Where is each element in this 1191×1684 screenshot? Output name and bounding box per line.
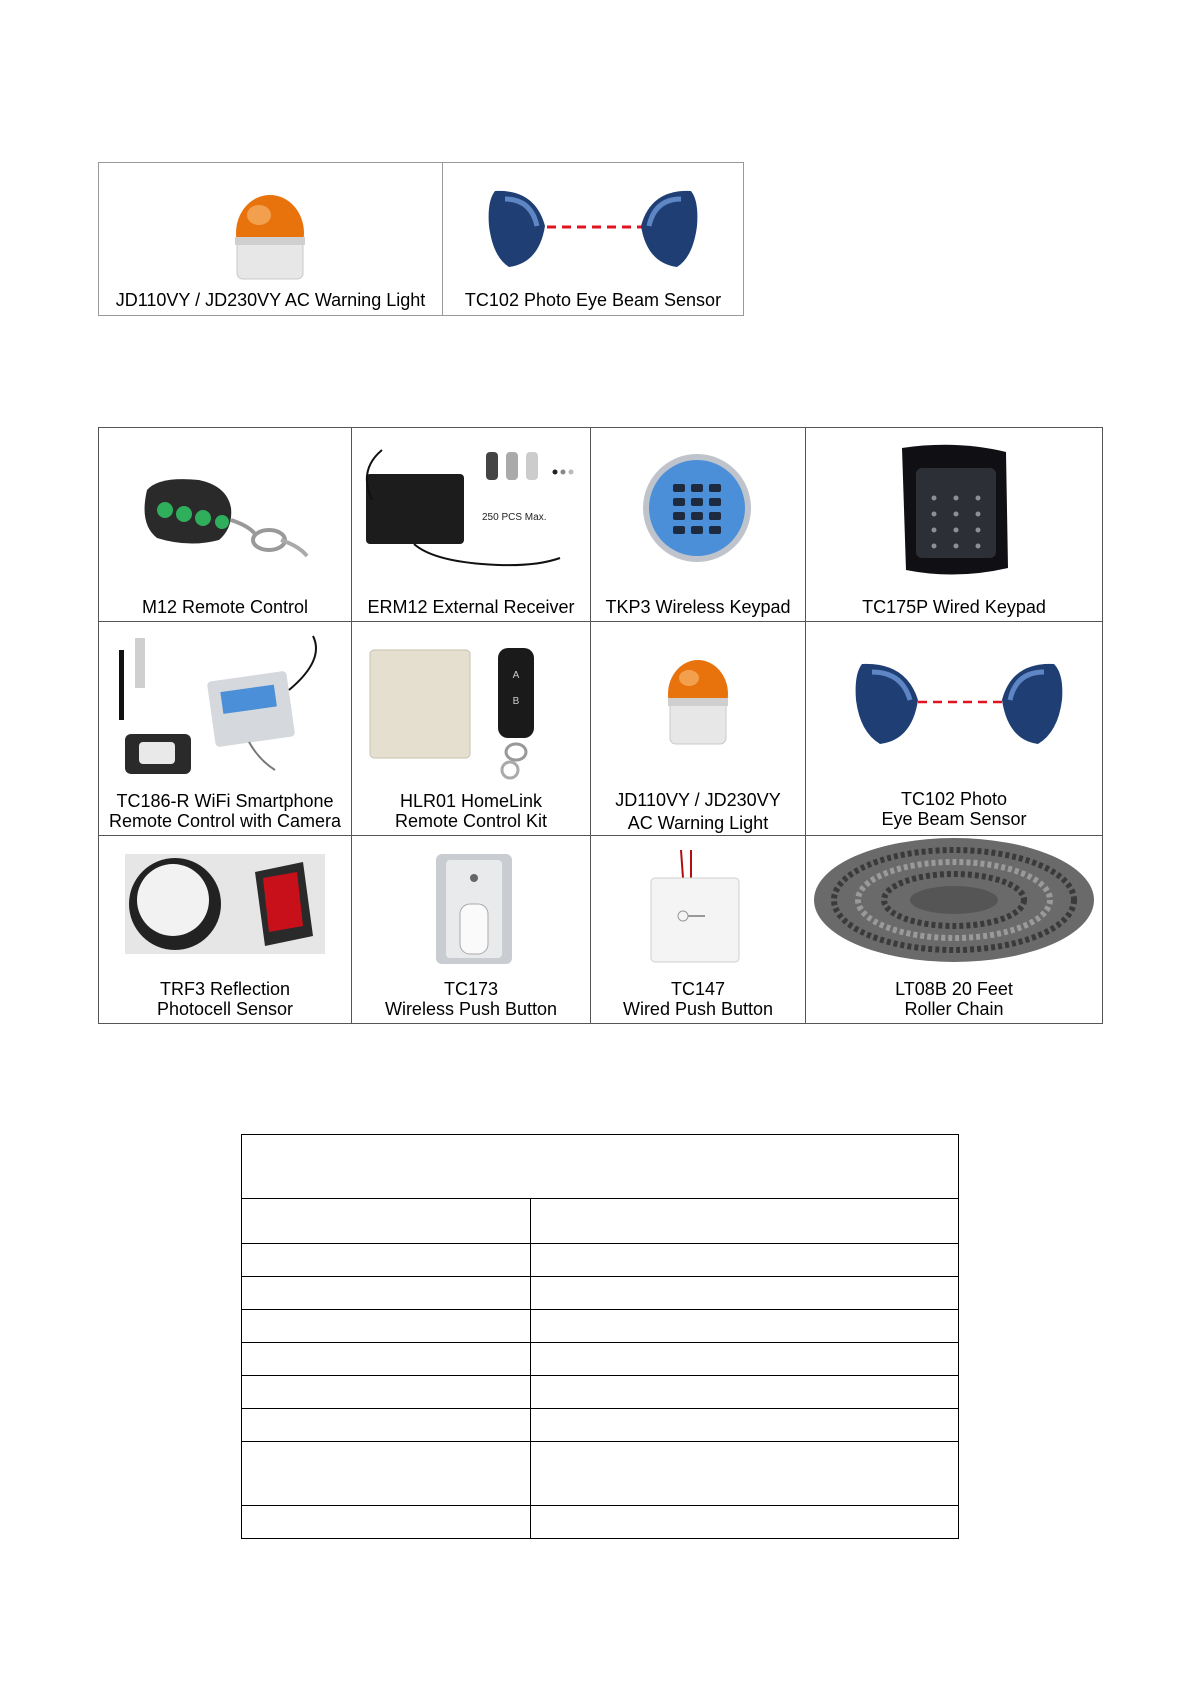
wifi-camera-icon (99, 630, 352, 780)
spec-cell (242, 1442, 531, 1506)
trf3-sensor-caption: TRF3 Reflection Photocell Sensor (156, 979, 294, 1019)
grid-cell-photo-eye-2 (806, 622, 1103, 836)
warning-light-caption: JD110VY / JD230VY AC Warning Light (115, 290, 426, 310)
roller-chain-icon (806, 838, 1103, 970)
grid-cell-trf3-sensor (99, 836, 352, 1024)
warning-light-2-caption: JD110VY / JD230VY AC Warning Light (615, 790, 781, 833)
wireless-push-button-icon (352, 852, 591, 968)
wired-push-button-icon (591, 848, 806, 968)
grid-cell-tc186r-wifi (99, 622, 352, 836)
spec-cell (242, 1409, 531, 1442)
spec-cell (531, 1506, 959, 1539)
svg-text:B: B (512, 696, 520, 707)
specification-table (241, 1134, 959, 1539)
wireless-keypad-icon (591, 446, 806, 578)
spec-cell (242, 1310, 531, 1343)
warning-light-cell (99, 163, 443, 316)
photo-eye-sensor-icon (443, 181, 743, 271)
lt08b-chain-caption: LT08B 20 Feet Roller Chain (895, 979, 1013, 1019)
grid-cell-warning-light-2 (591, 622, 806, 836)
remote-control-icon (99, 468, 352, 578)
svg-text:A: A (512, 670, 520, 681)
erm12-receiver-caption: ERM12 External Receiver (367, 597, 575, 617)
photo-eye-caption: TC102 Photo Eye Beam Sensor (464, 290, 722, 310)
grid-cell-tc173-button (352, 836, 591, 1024)
m12-remote-caption: M12 Remote Control (141, 597, 309, 617)
receiver-box-icon (352, 440, 591, 588)
spec-cell (531, 1409, 959, 1442)
photo-eye-2-caption: TC102 Photo Eye Beam Sensor (881, 789, 1027, 829)
grid-cell-erm12-receiver (352, 428, 591, 622)
warning-light-icon (591, 652, 806, 762)
grid-cell-m12-remote (99, 428, 352, 622)
spec-cell (242, 1244, 531, 1277)
tc147-button-caption: TC147 Wired Push Button (622, 979, 774, 1019)
top-accessory-table (98, 162, 744, 316)
hlr01-homelink-caption: HLR01 HomeLink Remote Control Kit (394, 791, 548, 831)
spec-cell (531, 1310, 959, 1343)
spec-cell (242, 1277, 531, 1310)
spec-cell (531, 1244, 959, 1277)
spec-cell (242, 1199, 531, 1244)
spec-cell (531, 1199, 959, 1244)
reflection-sensor-icon (99, 850, 352, 960)
grid-cell-tkp3-keypad (591, 428, 806, 622)
grid-cell-hlr01-homelink (352, 622, 591, 836)
spec-cell (531, 1442, 959, 1506)
tc175p-keypad-caption: TC175P Wired Keypad (862, 597, 1046, 617)
grid-cell-tc175p-keypad (806, 428, 1103, 622)
grid-cell-tc147-button (591, 836, 806, 1024)
photo-eye-cell (443, 163, 744, 316)
homelink-kit-icon (352, 634, 591, 784)
spec-cell (531, 1277, 959, 1310)
tc186r-wifi-caption: TC186-R WiFi Smartphone Remote Control with Camera (108, 791, 342, 831)
grid-cell-lt08b-chain (806, 836, 1103, 1024)
warning-light-icon (99, 175, 442, 283)
tkp3-keypad-caption: TKP3 Wireless Keypad (605, 597, 791, 617)
accessory-grid-table (98, 427, 1103, 1024)
spec-cell (242, 1376, 531, 1409)
spec-cell (531, 1376, 959, 1409)
spec-cell (242, 1506, 531, 1539)
erm12-image-label: 250 PCS Max. (482, 512, 547, 523)
spec-cell (242, 1343, 531, 1376)
wired-keypad-icon (806, 438, 1103, 588)
spec-cell (531, 1343, 959, 1376)
photo-eye-sensor-icon (806, 658, 1103, 748)
spec-table-header (242, 1135, 959, 1199)
tc173-button-caption: TC173 Wireless Push Button (384, 979, 558, 1019)
